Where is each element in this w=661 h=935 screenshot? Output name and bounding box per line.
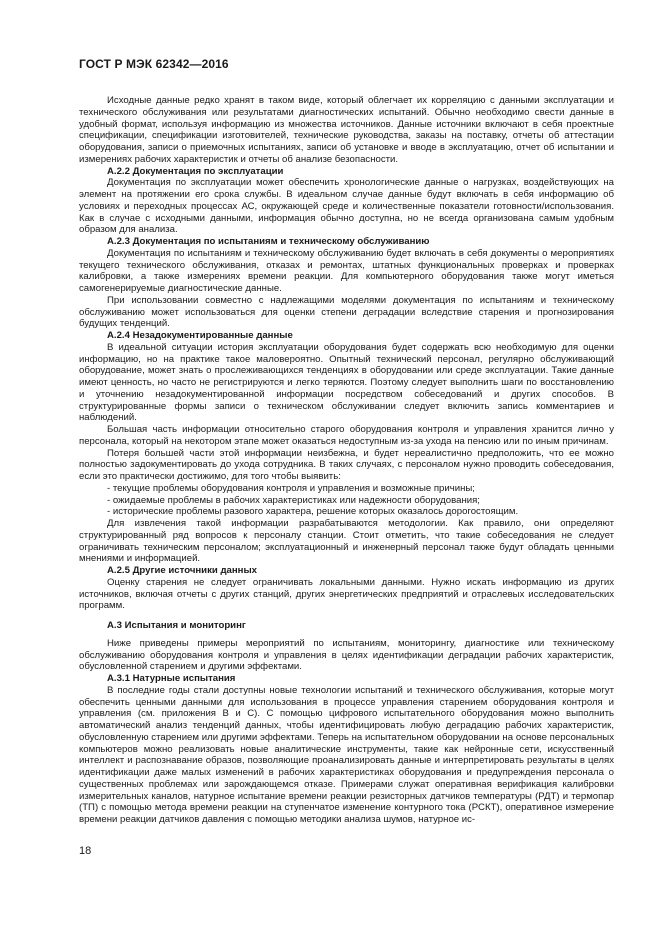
paragraph: Большая часть информации относительно старого оборудования контроля и управления хранится лично у персонала, который на некотором этапе может оказаться недоступным из-за ухода на пенсию или по иным причинам. bbox=[79, 424, 614, 447]
page-number: 18 bbox=[79, 845, 92, 857]
document-body bbox=[79, 95, 614, 826]
paragraph: Для извлечения такой информации разрабатываются методологии. Как правило, они определяют структурированный ряд вопросов к персоналу станции. Стоит отметить, что такие собеседования не следует ограничивать техническим персоналом; эксплуатационный и инженерный персонал также будут обладать ценными мнениями и информацией. bbox=[79, 518, 614, 565]
paragraph: Оценку старения не следует ограничивать локальными данными. Нужно искать информацию из других источников, включая отчеты с других станций, других энергетических предприятий и отраслевых исследовательских программ. bbox=[79, 576, 614, 612]
bullet-list bbox=[79, 483, 614, 518]
paragraph: Документация по эксплуатации может обеспечить хронологические данные о нагрузках, воздействующих на элемент на протяжении его срока службы. В идеальном случае данные будут включать в себя информацию об условиях и переходных процессах АС, окружающей среде и количественные показатели готовности/использования. Как в случае с исходными данными, информация обычно доступна, но не всегда организована самым удобным образом для анализа. bbox=[79, 177, 614, 236]
paragraph: Потеря большей части этой информации неизбежна, и будет нереалистично предположить, что ее можно полностью задокументировать до ухода сотрудника. В таких случаях, с персоналом нужно проводить собеседования, если это практически достижимо, для того чтобы выявить: bbox=[79, 447, 614, 482]
paragraph: В последние годы стали доступны новые технологии испытаний и технического обслуживания, которые могут обеспечить ценными данными для использования в процессе управления старением оборудования контроля и управления (см. приложения В и С). С помощью цифрового испытательного оборудования можно выполнить автоматический анализ тенденций данных, чтобы идентифицировать любую деградацию рабочих характеристик, обусловленную старением или другими эффектами. Теперь на испытательном оборудовании на основе персональных компьютеров можно реализовать новые аналитические инструменты, такие как нейронные сети, искусственный интеллект и распознавание образов, позволяющие проанализировать данные и интерпретировать результаты в целях идентификации даже малых изменений в рабочих характеристиках оборудования и предупреждения персонала о существенных проблемах или зарождающемся отказе. Примерами служат оперативная верификация калибровки измерительных каналов, натурное испытание времени реакции резисторных датчиков температуры (РДТ) и термопар (ТП) с помощью метода времени реакции на ступенчатое изменение контурного тока (РСКТ), оперативное измерение времени реакции датчиков давления с помощью методики анализа шумов, натурное ис- bbox=[79, 684, 614, 825]
chapter-heading: А.3 Испытания и мониторинг bbox=[107, 620, 246, 631]
section-heading: А.2.4 Незадокументированные данные bbox=[107, 330, 293, 341]
section-heading: А.2.5 Другие источники данных bbox=[107, 565, 257, 576]
section-heading: А.2.3 Документация по испытаниям и техническому обслуживанию bbox=[107, 236, 430, 247]
section-heading: А.2.2 Документация по эксплуатации bbox=[107, 165, 284, 177]
list-item: - исторические проблемы разового характера, решение которых оказалось дорогостоящим. bbox=[79, 506, 614, 518]
paragraph: В идеальной ситуации история эксплуатации оборудования будет содержать всю необходимую для оценки информацию, но на практике такое маловероятно. Опытный технический персонал, регулярно обслуживающий оборудование, может знать о прослеживающихся тенденциях в оборудовании или среде эксплуатации. Такие данные имеют ценность, но часто не регистрируются и легко теряются. Поэтому следует выполнить шаги по восстановлению и уточнению незадокументированной информации посредством собеседований и других способов. В структурированные формы записи о техническом обслуживании следует включить запись комментариев и наблюдений. bbox=[79, 341, 614, 424]
paragraph: Исходные данные редко хранят в таком виде, который облегчает их корреляцию с данными эксплуатации и технического обслуживания или результатами диагностических испытаний. Обычно необходимо свести данные в удобный формат, используя информацию из множества источников. Данные источники включают в себя проектные спецификации, спецификации изготовителей, технические руководства, заказы на поставку, отчеты об аттестации оборудования, записи о приемочных испытаниях, записи об установке и вводе в эксплуатацию, отчет об испытании и измерениях рабочих характеристик и отчеты об анализе безопасности. bbox=[79, 95, 614, 165]
list-item: - ожидаемые проблемы в рабочих характеристиках или надежности оборудования; bbox=[79, 495, 614, 507]
document-header: ГОСТ Р МЭК 62342—2016 bbox=[79, 57, 229, 71]
paragraph: Ниже приведены примеры мероприятий по испытаниям, мониторингу, диагностике или техническому обслуживанию оборудования контроля и управления в целях идентификации деградации рабочих характеристик, обусловленной старением и другими эффектами. bbox=[79, 637, 614, 673]
section-heading: А.3.1 Натурные испытания bbox=[107, 673, 236, 684]
paragraph: Документация по испытаниям и техническому обслуживанию будет включать в себя документы о мероприятиях текущего технического обслуживания, отказах и ремонтах, штатных функциональных проверках и проверках калибровки, а также измерениях времени реакции. Для компьютерного оборудования также могут иметься самогенерируемые диагностические данные. bbox=[79, 247, 614, 294]
paragraph: При использовании совместно с надлежащими моделями документация по испытаниям и техническому обслуживанию может использоваться для оценки степени деградации вследствие старения и прогнозирования будущих тенденций. bbox=[79, 294, 614, 330]
list-item: - текущие проблемы оборудования контроля и управления и возможные причины; bbox=[79, 483, 614, 495]
